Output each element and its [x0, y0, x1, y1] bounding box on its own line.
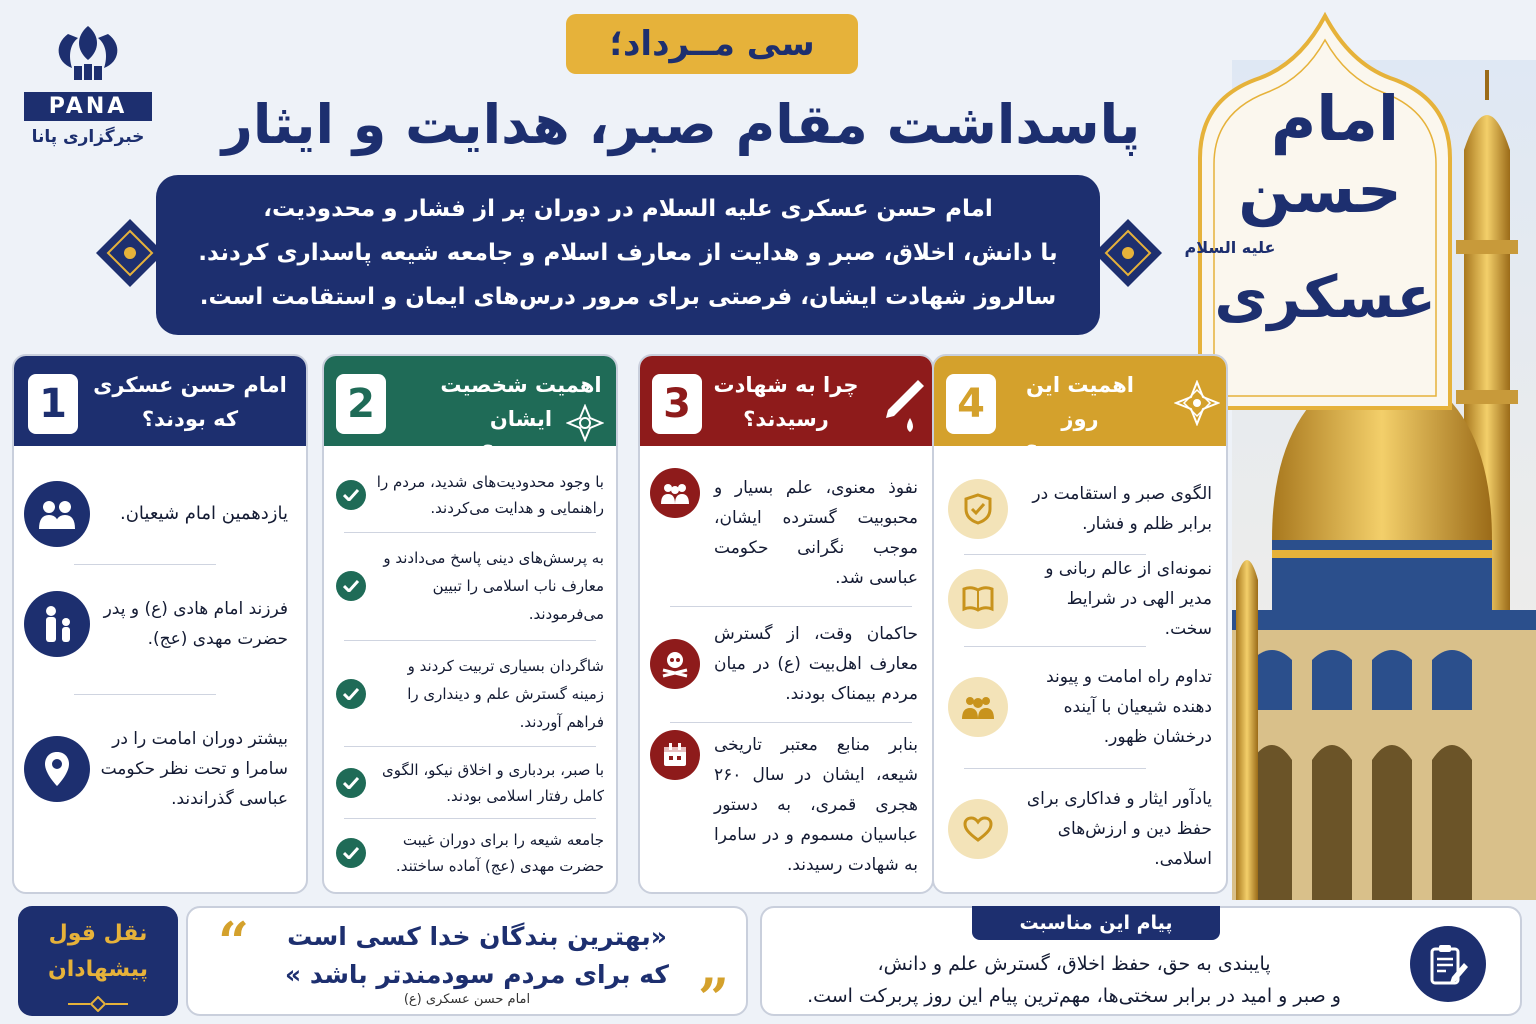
page-title: پاسداشت مقام صبر، هدایت و ایثار [221, 93, 1141, 156]
location-pin-icon [24, 736, 90, 802]
column-1-title-line1: امام حسن عسکری [93, 373, 287, 397]
people-icon [948, 677, 1008, 737]
column-1 [12, 354, 308, 894]
column-1-title [84, 368, 296, 436]
quote-label-line1: نقل قول [48, 921, 148, 946]
check-icon [336, 838, 366, 868]
book-icon [948, 569, 1008, 629]
column-3-item-text: بنابر منابع معتبر تاریخی شیعه، ایشان در سال ۲۶۰ هجری قمری، به دستور عباسیان مسموم و در سامرا به شهادت رسیدند. [714, 735, 918, 875]
intro-line-2: با دانش، اخلاق، صبر و هدایت از معارف اسلام و جامعه شیعه پاسداری کردند. [198, 240, 1058, 266]
column-3-item-text: نفوذ معنوی، علم بسیار و محبوبیت گسترده ایشان، موجب نگرانی حکومت عباسی شد. [714, 478, 918, 588]
column-2-header [324, 356, 616, 465]
column-4-number: 4 [946, 374, 996, 434]
column-2-title-line1: اهمیت شخصیت ایشان [440, 373, 602, 431]
column-2-item [324, 822, 616, 884]
column-2-item [324, 538, 616, 634]
quote-label-box [18, 906, 178, 1016]
quote-close-icon: ” [698, 966, 730, 1024]
column-4-title [1004, 368, 1156, 470]
calendar-icon [650, 730, 700, 780]
column-2-number: 2 [336, 374, 386, 434]
column-3-item-text: حاکمان وقت، از گسترش معارف اهل‌بیت (ع) در میان مردم بیمناک بودند. [714, 624, 918, 704]
column-4-divider [964, 646, 1146, 647]
check-icon [336, 768, 366, 798]
quill-drop-icon [880, 378, 924, 434]
column-1-divider [74, 564, 216, 565]
quote-label-line2: پیشهادان [47, 957, 149, 982]
column-2-item-text: با صبر، بردباری و اخلاق نیکو، الگوی کامل رفتار اسلامی بودند. [382, 761, 604, 805]
column-3-divider [670, 722, 912, 723]
column-1-item [14, 714, 306, 824]
intro-line-1: امام حسن عسکری علیه السلام در دوران پر از فشار و محدودیت، [263, 196, 993, 222]
message-box [760, 906, 1522, 1016]
parent-child-icon [24, 591, 90, 657]
column-4-item-text: یادآور ایثار و فداکاری برای حفظ دین و ارزش‌های اسلامی. [1026, 789, 1212, 869]
imam-title-line1: امام [1270, 82, 1400, 155]
people-icon [24, 481, 90, 547]
column-4 [932, 354, 1228, 894]
column-3-divider [670, 606, 912, 607]
column-4-item [934, 774, 1226, 884]
clipboard-pen-icon [1410, 926, 1486, 1002]
column-2-item-text: شاگردان بسیاری تربیت کردند و زمینه گسترش علم و دینداری را فراهم آوردند. [407, 657, 604, 731]
column-2-divider [344, 746, 596, 747]
check-icon [336, 480, 366, 510]
logo-wordmark: PANA [24, 92, 152, 121]
logo-subtitle: خبرگزاری پانا [31, 127, 145, 147]
column-1-divider [74, 694, 216, 695]
column-1-item [14, 474, 306, 554]
column-2-item [324, 752, 616, 814]
quote-open-icon: “ [218, 910, 250, 974]
check-icon [336, 679, 366, 709]
star-ornament-icon [1174, 380, 1220, 426]
message-title: پیام این مناسبت [972, 906, 1220, 940]
message-line2: و صبر و امید در برابر سختی‌ها، مهم‌ترین پیام این روز پربرکت است. [807, 985, 1341, 1007]
column-4-item-text: تداوم راه امامت و پیوند دهنده شیعیان با آینده درخشان ظهور. [1046, 667, 1212, 747]
column-1-item [14, 584, 306, 664]
column-2-item-text: به پرسش‌های دینی پاسخ می‌دادند و معارف ناب اسلامی را تبیین می‌فرمودند. [383, 549, 604, 623]
column-1-item-text: بیشتر دوران امامت را در سامرا و تحت نظر حکومت عباسی گذراندند. [100, 729, 288, 809]
column-2-divider [344, 818, 596, 819]
date-tag: سی مــرداد؛ [566, 14, 858, 74]
column-1-item-text: یازدهمین امام شیعیان. [119, 503, 288, 524]
column-3-title-line1: چرا به شهادت [713, 373, 859, 397]
quote-text [268, 918, 686, 994]
column-2-item-text: با وجود محدودیت‌های شدید، مردم را راهنمایی و هدایت می‌کردند. [376, 473, 604, 517]
heart-icon [948, 799, 1008, 859]
column-2-divider [344, 532, 596, 533]
quote-line2: که برای مردم سودمندتر باشد » [285, 960, 669, 989]
intro-line-3: سالروز شهادت ایشان، فرصتی برای مرور درس‌های ایمان و استقامت است. [199, 284, 1057, 310]
pana-logo [18, 22, 158, 147]
column-4-item [934, 652, 1226, 762]
column-4-title-line1: اهمیت این روز [1026, 373, 1134, 431]
star-ornament-icon [566, 404, 604, 442]
column-2-divider [344, 640, 596, 641]
column-4-title-line2: در چیست؟ [1025, 441, 1135, 465]
column-4-divider [964, 768, 1146, 769]
imam-honorific: علیه السلام [1184, 238, 1276, 257]
column-1-number: 1 [28, 374, 78, 434]
ornament-icon [68, 996, 128, 1012]
skull-icon [650, 639, 700, 689]
column-3-header [640, 356, 932, 446]
ornament-right-icon [1090, 215, 1166, 291]
check-icon [336, 571, 366, 601]
column-4-item-text: نمونه‌ای از عالم ربانی و مدیر الهی در شرایط سخت. [1045, 559, 1212, 639]
quote-line1: «بهترین بندگان خدا کسی است [287, 922, 667, 951]
people-icon [650, 468, 700, 518]
intro-box [156, 175, 1100, 335]
shield-check-icon [948, 479, 1008, 539]
column-4-item-text: الگوی صبر و استقامت در برابر ظلم و فشار. [1032, 484, 1212, 534]
column-3-item [640, 468, 932, 598]
message-text [774, 948, 1374, 1012]
column-3-title-line2: رسیدند؟ [743, 407, 829, 431]
column-2-item [324, 646, 616, 742]
column-3-number: 3 [652, 374, 702, 434]
column-4-item [934, 558, 1226, 640]
column-4-header [934, 356, 1226, 465]
column-4-item [934, 468, 1226, 550]
column-3 [638, 354, 934, 894]
message-line1: پایبندی به حق، حفظ اخلاق، گسترش علم و دانش، [877, 953, 1271, 975]
column-3-title [710, 368, 862, 436]
column-2-title-line2: چیست؟ [481, 441, 561, 465]
quote-box [186, 906, 748, 1024]
column-2-item-text: جامعه شیعه را برای دوران غیبت حضرت مهدی (عج) آماده ساختند. [395, 831, 604, 875]
imam-title-line2: حسن [1238, 154, 1402, 227]
column-1-header [14, 356, 306, 446]
column-2-item [324, 464, 616, 526]
column-2 [322, 354, 618, 894]
quote-source: امام حسن عسکری (ع) [403, 992, 531, 1007]
column-3-item [640, 614, 932, 714]
pana-emblem-icon [46, 22, 130, 84]
column-3-item [640, 730, 932, 884]
column-1-title-line2: که بودند؟ [141, 407, 239, 431]
column-1-item-text: فرزند امام هادی (ع) و پدر حضرت مهدی (عج). [103, 599, 288, 649]
imam-title-line3: عسکری [1214, 263, 1436, 331]
